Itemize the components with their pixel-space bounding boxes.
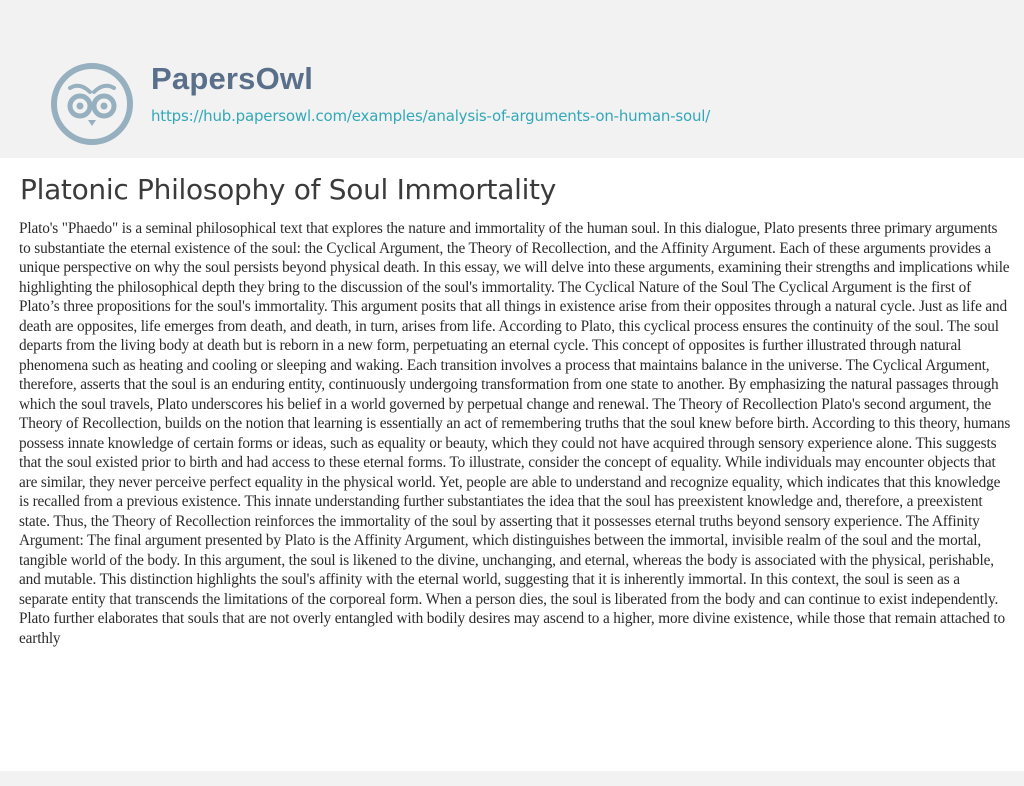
- brand-header: [0, 0, 1024, 158]
- source-url[interactable]: https://hub.papersowl.com/examples/analysis-of-arguments-on-human-soul/: [151, 107, 711, 125]
- document-body: Plato's "Phaedo" is a seminal philosophical text that explores the nature and immortality of the human soul. In this dialogue, Plato presents three primary arguments to substantiate the eternal existence of the soul: the Cyclical Argument, the Theory of Recollection, and the Affinity Argument. Each of these arguments provides a unique perspective on why the soul persists beyond physical death. In this essay, we will delve into these arguments, examining their strengths and implications while highlighting the philosophical depth they bring to the discussion of the soul's immortality. The Cyclical Nature of the Soul The Cyclical Argument is the first of Plato’s three propositions for the soul's immortality. This argument posits that all things in existence arise from their opposites through a natural cycle. Just as life and death are opposites, life emerges from death, and death, in turn, arises from life. According to Plato, this cyclical process ensures the continuity of the soul. The soul departs from the living body at death but is reborn in a new form, perpetuating an eternal cycle. This concept of opposites is further illustrated through natural phenomena such as heating and cooling or sleeping and waking. Each transition involves a process that maintains balance in the universe. The Cyclical Argument, therefore, asserts that the soul is an enduring entity, continuously undergoing transformation from one state to another. By emphasizing the natural passages through which the soul travels, Plato underscores his belief in a world governed by perpetual change and renewal. The Theory of Recollection Plato's second argument, the Theory of Recollection, builds on the notion that learning is essentially an act of remembering truths that the soul knew before birth. According to this theory, humans possess innate knowledge of certain forms or ideas, such as equality or beauty, which they could not have acquired through sensory experience alone. This suggests that the soul existed prior to birth and had access to these eternal forms. To illustrate, consider the concept of equality. While individuals may encounter objects that are similar, they never perceive perfect equality in the physical world. Yet, people are able to understand and recognize equality, which indicates that this knowledge is recalled from a previous existence. This innate understanding further substantiates the idea that the soul has preexistent knowledge and, therefore, a preexistent state. Thus, the Theory of Recollection reinforces the immortality of the soul by asserting that it possesses eternal truths beyond sensory experience. The Affinity Argument: The final argument presented by Plato is the Affinity Argument, which distinguishes between the immortal, invisible realm of the soul and the mortal, tangible world of the body. In this argument, the soul is likened to the divine, unchanging, and eternal, whereas the body is associated with the physical, perishable, and mutable. This distinction highlights the soul's affinity with the eternal world, suggesting that it is inherently immortal. In this context, the soul is seen as a separate entity that transcends the limitations of the corporeal form. When a person dies, the soul is liberated from the body and can continue to exist independently. Plato further elaborates that souls that are not overly entangled with bodily desires may ascend to a higher, more divine existence, while those that remain attached to earthly: [19, 220, 1011, 647]
- document-title: Platonic Philosophy of Soul Immortality: [20, 173, 556, 206]
- footer-band: [0, 771, 1024, 786]
- owl-logo-icon: [50, 62, 134, 146]
- brand-name: PapersOwl: [151, 61, 314, 96]
